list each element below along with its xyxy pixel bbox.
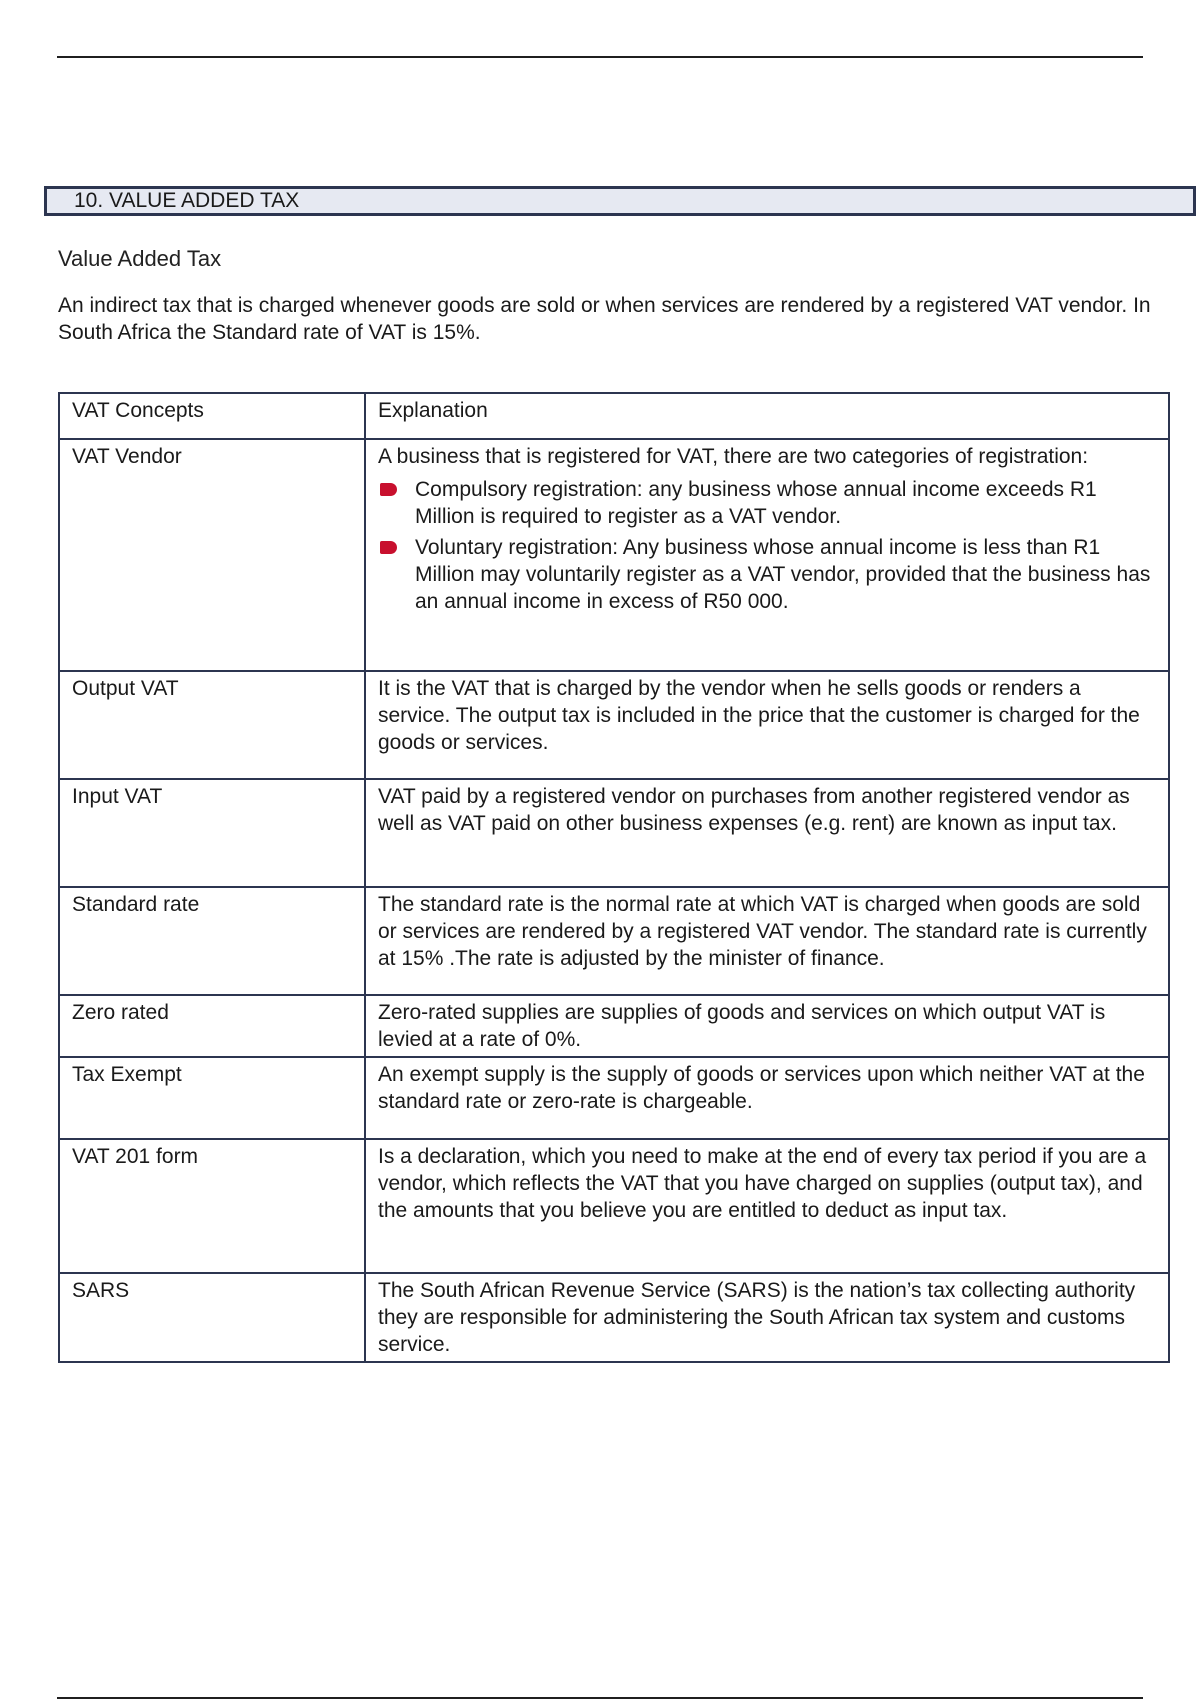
bullet-text: Voluntary registration: Any business whose annual income is less than R1 Million may voluntarily register as a VAT vendor, provided that the business has an annual income in excess of R50 000. [415,536,1151,613]
concept-cell: VAT Vendor [59,439,365,671]
explanation-cell [365,439,1169,671]
concept-cell: Output VAT [59,671,365,779]
header-concept: VAT Concepts [59,393,365,439]
section-title: 10. VALUE ADDED TAX [44,186,1196,216]
footer-rule [57,1697,1143,1699]
explanation-cell: Is a declaration, which you need to make at the end of every tax period if you are a vendor, which reflects the VAT that you have charged on supplies (output tax), and the amounts that you believe you are entitled to deduct as input tax. [365,1139,1169,1273]
concept-cell: SARS [59,1273,365,1362]
table-row [59,995,1169,1057]
explanation-cell: It is the VAT that is charged by the vendor when he sells goods or renders a service. The output tax is included in the price that the customer is charged for the goods or services. [365,671,1169,779]
explanation-cell: The South African Revenue Service (SARS) is the nation’s tax collecting authority they are responsible for administering the South African tax system and customs service. [365,1273,1169,1362]
intro-paragraph: An indirect tax that is charged whenever goods are sold or when services are rendered by a registered VAT vendor. In South Africa the Standard rate of VAT is 15%. [58,294,1151,344]
bullet-icon [380,541,397,554]
list-item [378,476,1158,530]
concept-cell: Standard rate [59,887,365,995]
bullet-icon [380,483,397,496]
header-rule [57,56,1143,58]
table-row [59,1273,1169,1362]
subheading: Value Added Tax [58,246,222,271]
concept-cell: Zero rated [59,995,365,1057]
table-row [59,671,1169,779]
explanation-cell: The standard rate is the normal rate at which VAT is charged when goods are sold or services are rendered by a registered VAT vendor. The standard rate is currently at 15% .The rate is adjusted by the minister of finance. [365,887,1169,995]
table-row [59,1139,1169,1273]
concept-cell: Input VAT [59,779,365,887]
vendor-intro: A business that is registered for VAT, there are two categories of registration: [378,445,1089,468]
table-row [59,887,1169,995]
list-item [378,534,1158,615]
table-row [59,439,1169,671]
table-row [59,779,1169,887]
bullet-text: Compulsory registration: any business whose annual income exceeds R1 Million is required to register as a VAT vendor. [415,478,1097,528]
concept-cell: Tax Exempt [59,1057,365,1139]
header-explanation: Explanation [365,393,1169,439]
explanation-cell: Zero-rated supplies are supplies of goods and services on which output VAT is levied at a rate of 0%. [365,995,1169,1057]
explanation-cell: VAT paid by a registered vendor on purchases from another registered vendor as well as VAT paid on other business expenses (e.g. rent) are known as input tax. [365,779,1169,887]
table-row [59,1057,1169,1139]
table-header-row [59,393,1169,439]
concept-cell: VAT 201 form [59,1139,365,1273]
registration-list [378,476,1158,615]
vat-concepts-table [58,392,1170,1363]
explanation-cell: An exempt supply is the supply of goods or services upon which neither VAT at the standard rate or zero-rate is chargeable. [365,1057,1169,1139]
